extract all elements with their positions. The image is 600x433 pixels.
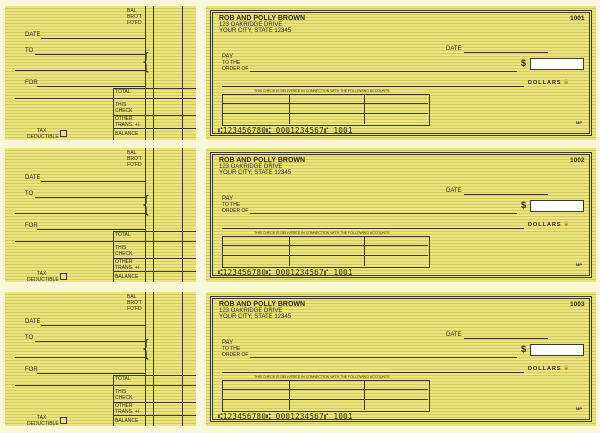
grid-divider: [364, 380, 365, 410]
brace-icon: {: [141, 193, 151, 218]
stub-divider: [113, 88, 114, 140]
stub-for-line: [37, 373, 145, 374]
stub-to-line-2: [15, 70, 145, 71]
stub-for-line: [37, 229, 145, 230]
pm-label: +/-: [135, 122, 141, 128]
payee-line[interactable]: [250, 71, 517, 72]
address-line-2: YOUR CITY, STATE 12345: [219, 314, 292, 320]
date-line[interactable]: [464, 194, 548, 195]
this-label: THIS: [115, 102, 127, 108]
stub-date-label: DATE: [25, 175, 41, 181]
stub-to-line: [35, 341, 145, 342]
grid-row: [222, 389, 428, 390]
stub-date-label: DATE: [25, 32, 41, 38]
this-label: THIS: [115, 245, 127, 251]
accounts-grid: [222, 236, 430, 268]
stub-divider: [153, 6, 154, 140]
amount-box[interactable]: [530, 58, 584, 70]
memo-heading: THIS CHECK IS DELIVERED IN CONNECTION WITH THE FOLLOWING ACCOUNTS: [254, 89, 390, 93]
accounts-grid: [222, 380, 430, 412]
stub-date-line: [41, 325, 145, 326]
pay-label: PAY: [222, 196, 234, 202]
trans-label: TRANS.: [115, 122, 134, 128]
tax-deductible-checkbox[interactable]: [60, 273, 67, 280]
grid-divider: [289, 94, 290, 124]
check-number: 1001: [570, 15, 585, 22]
dollars-label: DOLLARS: [528, 80, 562, 86]
date-line[interactable]: [464, 52, 548, 53]
fo-label: FO'FD: [127, 162, 142, 168]
address-line-1: 123 OAKRIDGE DRIVE: [219, 22, 283, 28]
check-1: [206, 6, 596, 140]
brace-icon: {: [141, 337, 151, 362]
dollars-label: DOLLARS: [528, 366, 562, 372]
balance-label: BALANCE: [115, 131, 139, 137]
check-label: CHECK: [115, 395, 133, 401]
stub-row-line: [15, 385, 196, 386]
micr-line: ⑆123456780⑆ 0001234567⑈ 1001: [218, 268, 353, 277]
brot-label: BRO'T: [127, 156, 142, 162]
stub-for-label: FOR: [25, 80, 38, 86]
total-label: TOTAL: [115, 89, 131, 95]
fo-label: FO'FD: [127, 20, 142, 26]
to-the-label: TO THE: [222, 346, 241, 352]
amount-box[interactable]: [530, 344, 584, 356]
lock-icon: 🔒: [563, 365, 570, 371]
stub-date-line: [41, 38, 145, 39]
total-label: TOTAL: [115, 376, 131, 382]
brace-icon: {: [141, 50, 151, 75]
mp-mark: MP: [576, 406, 582, 411]
deductible-label: DEDUCTIBLE: [27, 134, 59, 140]
memo-heading: THIS CHECK IS DELIVERED IN CONNECTION WITH THE FOLLOWING ACCOUNTS: [254, 375, 390, 379]
deductible-label: DEDUCTIBLE: [27, 421, 59, 426]
amount-words-line[interactable]: [222, 228, 524, 229]
amount-words-line[interactable]: [222, 86, 524, 87]
stub-divider: [182, 292, 183, 426]
date-label: DATE: [446, 46, 462, 52]
dollar-sign: $: [521, 344, 527, 354]
stub-row-line: [113, 415, 196, 416]
stub-divider: [113, 375, 114, 426]
stub-divider: [182, 148, 183, 282]
stub-date-line: [41, 181, 145, 182]
stub-for-label: FOR: [25, 367, 38, 373]
trans-label: TRANS.: [115, 409, 134, 415]
dollar-sign: $: [521, 58, 527, 68]
stub-1: [5, 6, 196, 140]
stub-to-line-2: [15, 357, 145, 358]
bal-label: BAL: [127, 8, 137, 14]
grid-divider: [289, 380, 290, 410]
balance-label: BALANCE: [115, 418, 139, 424]
date-label: DATE: [446, 188, 462, 194]
check-number: 1003: [570, 301, 585, 308]
grid-row: [222, 245, 428, 246]
bal-label: BAL: [127, 294, 137, 300]
dollar-sign: $: [521, 200, 527, 210]
stub-row-line: [113, 128, 196, 129]
stub-date-label: DATE: [25, 319, 41, 325]
stub-row-line: [15, 98, 196, 99]
address-line-1: 123 OAKRIDGE DRIVE: [219, 164, 283, 170]
stub-for-label: FOR: [25, 223, 38, 229]
total-label: TOTAL: [115, 232, 131, 238]
pay-label: PAY: [222, 340, 234, 346]
grid-row: [222, 103, 428, 104]
order-of-label: ORDER OF: [222, 208, 249, 214]
order-of-label: ORDER OF: [222, 66, 249, 72]
balance-label: BALANCE: [115, 274, 139, 280]
stub-to-line: [35, 197, 145, 198]
stub-for-line: [37, 86, 145, 87]
account-holder-name: ROB AND POLLY BROWN: [219, 157, 306, 164]
tax-label: TAX: [37, 415, 47, 421]
lock-icon: 🔒: [563, 221, 570, 227]
fo-label: FO'FD: [127, 306, 142, 312]
pm-label: +/-: [135, 265, 141, 271]
pm-label: +/-: [135, 409, 141, 415]
order-of-label: ORDER OF: [222, 352, 249, 358]
account-holder-name: ROB AND POLLY BROWN: [219, 15, 306, 22]
dollars-label: DOLLARS: [528, 222, 562, 228]
stub-to-label: TO: [25, 48, 34, 54]
tax-deductible-checkbox[interactable]: [60, 130, 67, 137]
check-label: CHECK: [115, 108, 133, 114]
payee-line[interactable]: [250, 213, 517, 214]
mp-mark: MP: [576, 262, 582, 267]
stub-row-line: [15, 241, 196, 242]
grid-divider: [364, 94, 365, 124]
grid-row: [222, 399, 428, 400]
date-label: DATE: [446, 332, 462, 338]
this-label: THIS: [115, 389, 127, 395]
check-2: [206, 148, 596, 282]
bal-label: BAL: [127, 150, 137, 156]
tax-deductible-checkbox[interactable]: [60, 417, 67, 424]
brot-label: BRO'T: [127, 14, 142, 20]
account-holder-name: ROB AND POLLY BROWN: [219, 301, 306, 308]
micr-line: ⑆123456780⑆ 0001234567⑈ 1001: [218, 126, 353, 135]
memo-heading: THIS CHECK IS DELIVERED IN CONNECTION WITH THE FOLLOWING ACCOUNTS: [254, 231, 390, 235]
grid-divider: [289, 236, 290, 266]
stub-to-line-2: [15, 213, 145, 214]
other-label: OTHER: [115, 403, 133, 409]
stub-divider: [113, 231, 114, 282]
lock-icon: 🔒: [563, 79, 570, 85]
trans-label: TRANS.: [115, 265, 134, 271]
grid-divider: [364, 236, 365, 266]
amount-words-line[interactable]: [222, 372, 524, 373]
payee-line[interactable]: [250, 357, 517, 358]
check-label: CHECK: [115, 251, 133, 257]
address-line-1: 123 OAKRIDGE DRIVE: [219, 308, 283, 314]
address-line-2: YOUR CITY, STATE 12345: [219, 28, 292, 34]
other-label: OTHER: [115, 259, 133, 265]
to-the-label: TO THE: [222, 202, 241, 208]
grid-row: [222, 113, 428, 114]
micr-line: ⑆123456780⑆ 0001234567⑈ 1001: [218, 412, 353, 421]
check-number: 1002: [570, 157, 585, 164]
deductible-label: DEDUCTIBLE: [27, 277, 59, 282]
stub-divider: [182, 6, 183, 140]
address-line-2: YOUR CITY, STATE 12345: [219, 170, 292, 176]
stub-to-label: TO: [25, 191, 34, 197]
mp-mark: MP: [576, 120, 582, 125]
accounts-grid: [222, 94, 430, 126]
amount-box[interactable]: [530, 200, 584, 212]
other-label: OTHER: [115, 116, 133, 122]
check-3: [206, 292, 596, 426]
stub-to-line: [35, 54, 145, 55]
stub-divider: [153, 292, 154, 426]
tax-label: TAX: [37, 128, 47, 134]
stub-divider: [153, 148, 154, 282]
pay-label: PAY: [222, 54, 234, 60]
stub-2: [5, 148, 196, 282]
date-line[interactable]: [464, 338, 548, 339]
to-the-label: TO THE: [222, 60, 241, 66]
tax-label: TAX: [37, 271, 47, 277]
grid-row: [222, 255, 428, 256]
stub-row-line: [113, 271, 196, 272]
stub-3: [5, 292, 196, 426]
stub-to-label: TO: [25, 335, 34, 341]
brot-label: BRO'T: [127, 300, 142, 306]
